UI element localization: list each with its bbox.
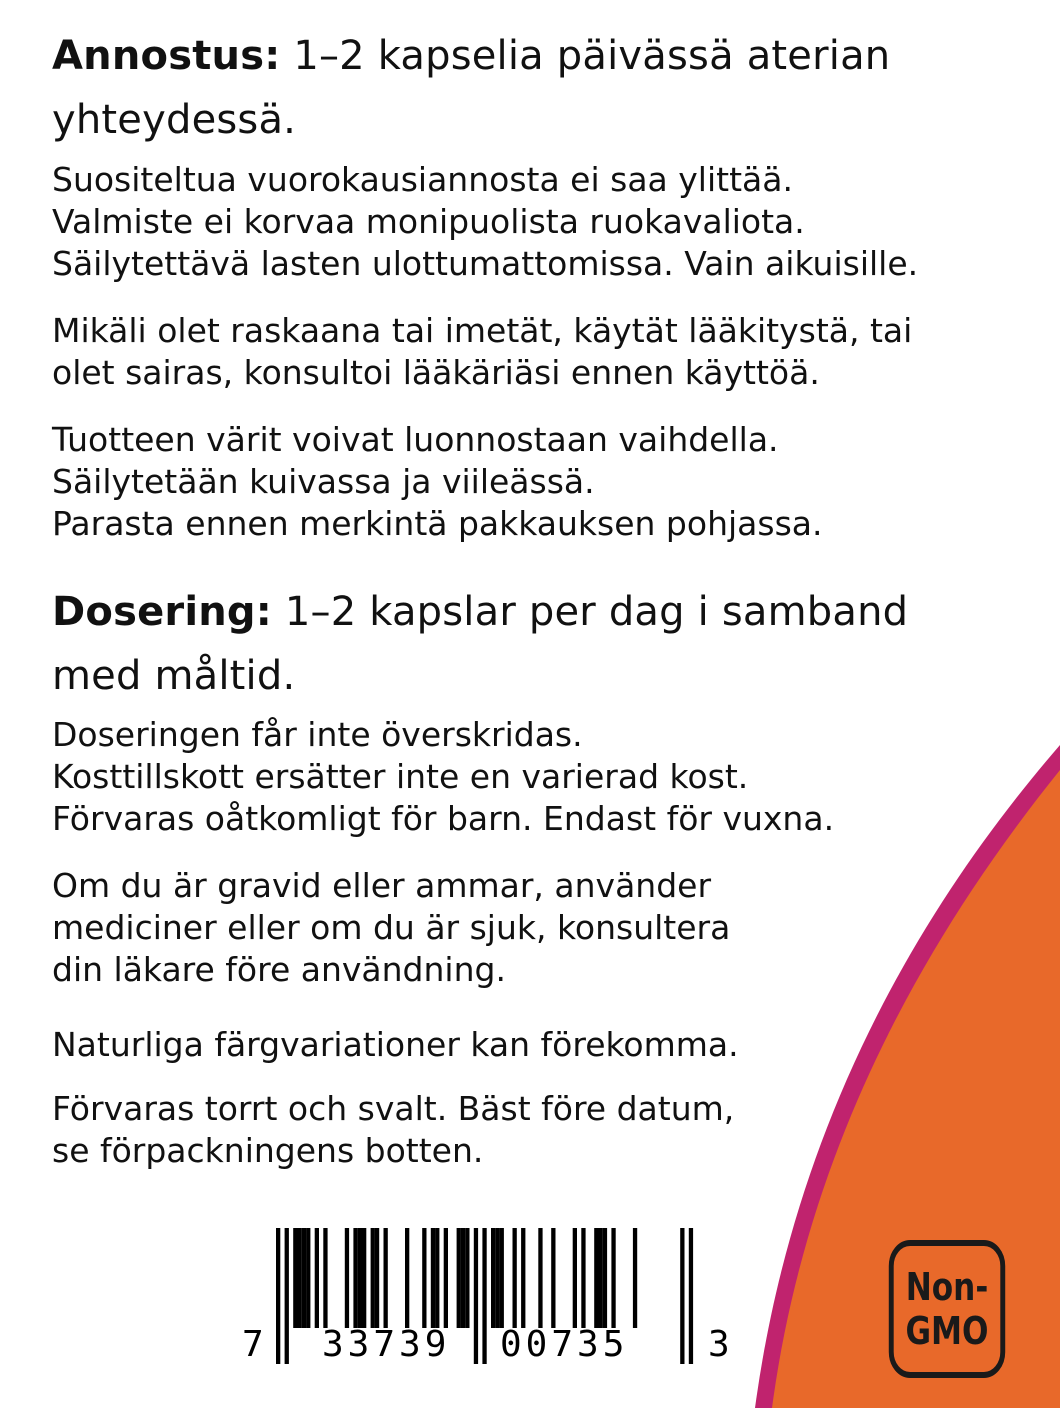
barcode-bar <box>353 1228 357 1328</box>
barcode-bar <box>491 1228 495 1328</box>
barcode-bar <box>444 1228 448 1328</box>
badge-line1: Non- <box>905 1265 989 1309</box>
barcode-bar <box>680 1228 684 1364</box>
swedish-pregnancy-note: Om du är gravid eller ammar, använder mediciner eller om du är sjuk, konsultera din läkare före användning. <box>52 866 731 989</box>
barcode-bar <box>500 1228 504 1328</box>
barcode-bar <box>551 1228 555 1328</box>
barcode-bar <box>603 1228 607 1328</box>
swedish-warnings: Doseringen får inte överskridas. Kosttillskott ersätter inte en varierad kost. Förvaras oåtkomligt för barn. Endast för vuxna. <box>52 715 835 838</box>
barcode-bar <box>422 1228 426 1328</box>
barcode-bar <box>431 1228 435 1328</box>
swedish-heading-text: 1–2 kapslar per dag i samband <box>271 589 909 635</box>
barcode-bar <box>594 1228 598 1328</box>
barcode-bar <box>276 1228 280 1364</box>
barcode-group-right: 00735 <box>500 1324 629 1365</box>
barcode-bar <box>521 1228 525 1328</box>
finnish-storage-note: Tuotteen värit voivat luonnostaan vaihdella. Säilytetään kuivassa ja viileässä. Parasta ennen merkintä pakkauksen pohjassa. <box>52 420 823 543</box>
barcode-bar <box>599 1228 603 1328</box>
non-gmo-badge <box>889 1240 1005 1378</box>
barcode-first-digit: 7 <box>242 1324 264 1365</box>
badge-line2: GMO <box>905 1309 989 1353</box>
barcode-bar <box>495 1228 499 1328</box>
barcode-bar <box>611 1228 615 1328</box>
barcode-bar <box>298 1228 302 1328</box>
finnish-heading-text: 1–2 kapselia päivässä aterian <box>280 33 891 79</box>
barcode-bar <box>457 1228 461 1328</box>
barcode-bar <box>315 1228 319 1328</box>
swedish-storage-note: Förvaras torrt och svalt. Bäst före datum, se förpackningens botten. <box>52 1089 735 1170</box>
finnish-dosage-heading <box>52 28 890 84</box>
swedish-color-note: Naturliga färgvariationer kan förekomma. <box>52 1025 739 1064</box>
barcode-bar <box>633 1228 637 1328</box>
finnish-warnings: Suositeltua vuorokausiannosta ei saa ylittää. Valmiste ei korvaa monipuolista ruokavaliota. Säilytettävä lasten ulottumattomissa. Vain aikuisille. <box>52 160 919 283</box>
barcode-bar <box>306 1228 310 1328</box>
barcode-bar <box>384 1228 388 1328</box>
barcode-bar <box>465 1228 469 1328</box>
barcode-bar <box>689 1228 693 1364</box>
barcode-bar <box>302 1228 306 1328</box>
finnish-dosage-heading-cont: yhteydessä. <box>52 97 297 143</box>
barcode-bar <box>538 1228 542 1328</box>
barcode-bar <box>323 1228 327 1328</box>
ean-barcode <box>228 1228 748 1398</box>
barcode-bar <box>285 1228 289 1364</box>
barcode-bar <box>573 1228 577 1328</box>
barcode-bar <box>293 1228 297 1328</box>
barcode-bar <box>461 1228 465 1328</box>
barcode-bar <box>474 1228 478 1364</box>
barcode-bar <box>358 1228 362 1328</box>
barcode-bar <box>482 1228 486 1364</box>
barcode-check-digit: 3 <box>708 1324 730 1365</box>
barcode-bar <box>362 1228 366 1328</box>
barcode-bar <box>435 1228 439 1328</box>
barcode-bar <box>581 1228 585 1328</box>
swedish-heading-label: Dosering: <box>52 589 272 635</box>
barcode-bar <box>513 1228 517 1328</box>
barcode-bar <box>371 1228 375 1328</box>
swedish-dosage-heading-cont: med måltid. <box>52 653 296 699</box>
barcode-bar <box>345 1228 349 1328</box>
barcode-group-left: 33739 <box>322 1324 451 1365</box>
finnish-pregnancy-note: Mikäli olet raskaana tai imetät, käytät lääkitystä, tai olet sairas, konsultoi lääkäriäsi ennen käyttöä. <box>52 311 913 392</box>
barcode-bar <box>375 1228 379 1328</box>
barcode-bar <box>405 1228 409 1328</box>
swedish-dosage-heading <box>52 584 908 640</box>
finnish-heading-label: Annostus: <box>52 33 281 79</box>
